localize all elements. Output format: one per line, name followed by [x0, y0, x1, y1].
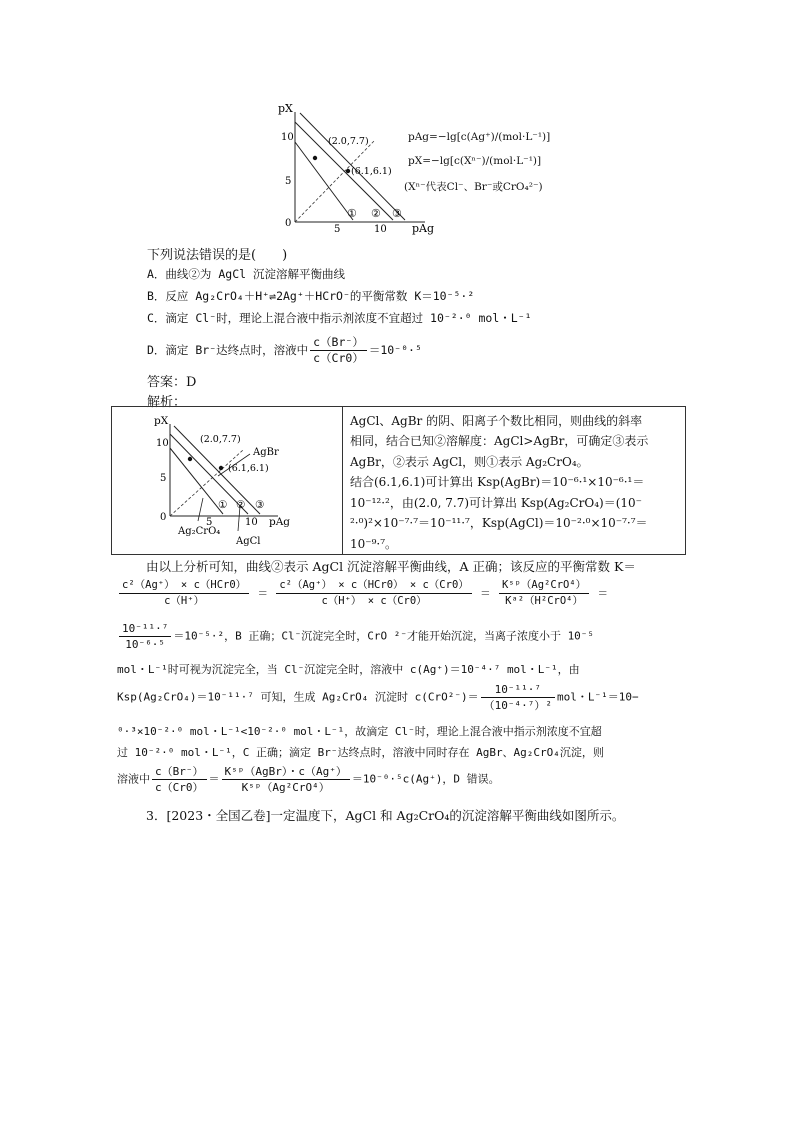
eq1-equals-1: ＝ [257, 587, 269, 600]
line2-den: 10⁻⁶·⁵ [125, 638, 166, 651]
y-tick-10: 10 [156, 438, 169, 449]
analysis-box-divider [342, 406, 343, 555]
box-line-7: 10⁻⁹·⁷。 [350, 537, 398, 551]
answer: 答案：D [147, 375, 197, 390]
line-2 [117, 621, 594, 652]
x-axis-label: pAg [269, 516, 291, 528]
curve-label-1: ① [218, 499, 228, 511]
x-tick-10: 10 [245, 517, 258, 528]
point-a-label: (2.0,7.7) [328, 136, 369, 147]
x-tick-5: 5 [334, 224, 341, 235]
line7-f2-num: Kˢᵖ（AgBr）・c（Ag⁺） [222, 764, 350, 780]
line4-fraction [481, 682, 555, 713]
line7-f2-den: Kˢᵖ（Ag²CrO⁴） [241, 781, 330, 794]
figure2-chart [148, 410, 338, 550]
y-axis-label: pX [278, 102, 293, 115]
option-a: A．曲线②为 AgCl 沉淀溶解平衡曲线 [147, 267, 345, 281]
eq1-equals-3: ＝ [597, 587, 608, 600]
y-tick-10: 10 [281, 132, 294, 143]
option-b: B．反应 Ag₂CrO₄＋H⁺⇌2Ag⁺＋HCrO⁻的平衡常数 K＝10⁻⁵·² [147, 289, 475, 303]
y-axis-label: pX [154, 415, 169, 427]
eq1-f1-num: c²（Ag⁺） × c（HCr0） [119, 578, 249, 594]
agcl-label: AgCl [236, 536, 261, 547]
figure1-chart [275, 100, 575, 240]
para-1: 由以上分析可知，曲线②表示 AgCl 沉淀溶解平衡曲线，A 正确；该反应的平衡常数 K＝ [146, 559, 636, 574]
curve-label-3: ③ [255, 499, 265, 511]
line7-pre: 溶液中 [117, 772, 150, 786]
line2-num: 10⁻¹¹·⁷ [119, 621, 171, 637]
line-4 [117, 682, 639, 713]
line-5: ⁰·³×10⁻²·⁰ mol・L⁻¹<10⁻²·⁰ mol・L⁻¹，故滴定 Cl⁻时，理论上混合液中指示剂浓度不宜超 [117, 725, 602, 738]
box-line-4: 结合(6.1,6.1)可计算出 Ksp(AgBr)＝10⁻⁶·¹×10⁻⁶·¹＝ [350, 475, 645, 489]
option-d-num: c（Br⁻） [310, 335, 367, 351]
agbr-label: AgBr [253, 447, 279, 458]
eq1-f3-num: Kˢᵖ（Ag²CrO⁴） [499, 578, 589, 594]
line2-fraction [119, 621, 171, 652]
curve-label-1: ① [347, 207, 357, 220]
y-tick-5: 5 [285, 176, 292, 187]
x-tick-5: 5 [206, 517, 213, 528]
legend-line-1: pAg=−lg[c(Ag⁺)/(mol·L⁻¹)] [408, 131, 551, 143]
eq1-f2-num: c²（Ag⁺） × c（HCr0） × c（Cr0） [276, 578, 471, 594]
y-tick-5: 5 [160, 473, 167, 484]
eq1-equals-2: ＝ [480, 587, 491, 600]
line7-fraction-2 [222, 764, 350, 795]
ag2cro4-arrow [198, 498, 203, 521]
item-3: 3．[2023・全国乙卷]一定温度下，AgCl 和 Ag₂CrO₄的沉淀溶解平衡曲线如图所示。 [146, 808, 625, 823]
point-a [188, 457, 192, 461]
legend-line-2: pX=−lg[c(Xⁿ⁻)/(mol·L⁻¹)] [408, 155, 542, 167]
ag2cro4-label: Ag₂CrO₄ [178, 526, 221, 537]
eq1-fraction-3 [499, 578, 589, 609]
point-a-label: (2.0,7.7) [200, 434, 241, 445]
question-stem: 下列说法错误的是( ) [147, 248, 288, 263]
option-d-fraction [310, 335, 367, 366]
option-c: C．滴定 Cl⁻时，理论上混合液中指示剂浓度不宜超过 10⁻²·⁰ mol・L⁻¹ [147, 311, 532, 325]
line7-post: ＝10⁻⁰·⁵c(Ag⁺)，D 错误。 [351, 772, 500, 786]
line7-f1-den: c（Cr0） [155, 781, 204, 794]
option-d-prefix: D．滴定 Br⁻达终点时，溶液中 [147, 343, 309, 357]
point-b-label: (6.1,6.1) [351, 166, 392, 177]
legend-line-3: (Xⁿ⁻代表Cl⁻、Br⁻或CrO₄²⁻) [404, 181, 543, 193]
box-line-5: 10⁻¹²·²，由(2.0, 7.7)可计算出 Ksp(Ag₂CrO₄)＝(10⁻ [350, 496, 643, 510]
option-d-den: c（Cr0） [313, 351, 364, 365]
equation-1 [117, 578, 608, 609]
option-d [147, 335, 422, 366]
line2-text: ＝10⁻⁵·²，B 正确；Cl⁻沉淀完全时，CrO ²⁻才能开始沉淀，当离子浓度小于 10⁻⁵ [173, 629, 595, 643]
eq1-f2-den: c（H⁺） × c（Cr0） [321, 595, 427, 607]
dashed-line [295, 140, 375, 222]
point-a [313, 156, 317, 160]
curve-label-2: ② [236, 499, 246, 511]
y-tick-0: 0 [285, 218, 292, 229]
analysis-label: 解析： [147, 395, 187, 410]
curve-1 [295, 142, 353, 220]
box-line-1: AgCl、AgBr 的阴、阳离子个数比相同，则曲线的斜率 [350, 414, 643, 428]
line-6: 过 10⁻²·⁰ mol・L⁻¹，C 正确；滴定 Br⁻达终点时，溶液中同时存在 AgBr、Ag₂CrO₄沉淀，则 [117, 746, 604, 759]
x-tick-10: 10 [374, 224, 387, 235]
line4-den: （10⁻⁴·⁷）² [483, 699, 553, 712]
point-b-label: (6.1,6.1) [228, 463, 269, 474]
line-3: mol・L⁻¹时可视为沉淀完全，当 Cl⁻沉淀完全时，溶液中 c(Ag⁺)＝10⁻⁴·⁷ mol・L⁻¹，由 [117, 663, 580, 676]
point-b [219, 466, 223, 470]
box-line-2: 相同，结合已知②溶解度：AgCl>AgBr，可确定③表示 [350, 434, 649, 448]
eq1-fraction-2 [276, 578, 471, 609]
y-tick-0: 0 [160, 512, 167, 523]
curve-label-3: ③ [392, 207, 402, 220]
box-line-6: ²·⁰)²×10⁻⁷·⁷＝10⁻¹¹·⁷，Ksp(AgCl)＝10⁻²·⁰×10⁻⁷·⁷＝ [350, 516, 648, 530]
box-line-3: AgBr，②表示 AgCl，则①表示 Ag₂CrO₄。 [350, 455, 589, 469]
option-d-suffix: ＝10⁻⁰·⁵ [368, 343, 422, 357]
line4-pre: Ksp(Ag₂CrO₄)＝10⁻¹¹·⁷ 可知，生成 Ag₂CrO₄ 沉淀时 c(CrO²⁻)＝ [117, 690, 479, 704]
line7-equals: ＝ [208, 772, 220, 786]
eq1-fraction-1 [119, 578, 249, 609]
point-b [346, 169, 350, 173]
line4-num: 10⁻¹¹·⁷ [481, 682, 555, 698]
line4-post: mol・L⁻¹＝10− [557, 690, 639, 704]
line7-f1-num: c（Br⁻） [152, 764, 207, 780]
line7-fraction-1 [152, 764, 207, 795]
curve-label-2: ② [371, 207, 381, 220]
curve-1 [170, 448, 223, 514]
eq1-f1-den: c（H⁺） [164, 595, 205, 607]
x-axis-label: pAg [412, 222, 435, 235]
line-7 [117, 764, 500, 795]
eq1-f3-den: Kᵃ²（H²CrO⁴） [505, 595, 583, 607]
